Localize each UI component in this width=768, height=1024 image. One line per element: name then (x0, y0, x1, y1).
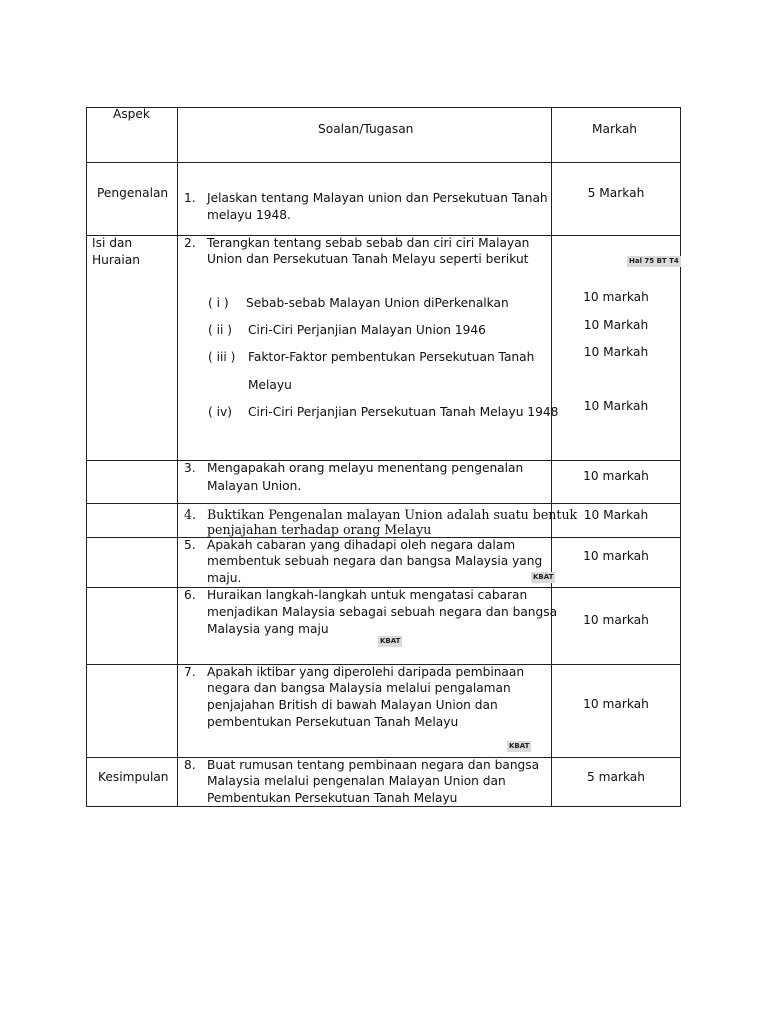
question-text: Malaysia yang maju (207, 622, 329, 636)
subitem-mark: 10 markah (583, 290, 649, 304)
subitem-text: Sebab-sebab Malayan Union diPerkenalkan (246, 296, 509, 310)
subitem-text: Melayu (248, 378, 292, 392)
question-mark: 10 Markah (583, 508, 649, 522)
question-mark: 10 markah (583, 613, 649, 627)
question-mark: 10 markah (583, 549, 649, 563)
question-text: Union dan Persekutuan Tanah Melayu seperti berikut (207, 252, 529, 266)
question-text: maju. (207, 571, 242, 585)
question-number: 1. (184, 191, 196, 205)
question-text: Pembentukan Persekutuan Tanah Melayu (207, 791, 458, 805)
question-text: Buktikan Pengenalan malayan Union adalah suatu bentuk (207, 507, 578, 522)
column-divider-aspek (177, 107, 178, 807)
question-text: Jelaskan tentang Malayan union dan Persekutuan Tanah (207, 191, 548, 205)
header-markah: Markah (592, 122, 638, 136)
subitem-label: ( iv) (208, 405, 232, 419)
question-number: 6. (184, 588, 196, 602)
question-text: membentuk sebuah negara dan bangsa Malaysia yang (207, 554, 543, 568)
subitem-mark: 10 Markah (583, 345, 649, 359)
question-number: 3. (184, 461, 196, 475)
question-number: 7. (184, 665, 196, 679)
question-number: 8. (184, 758, 196, 772)
subitem-mark: 10 Markah (583, 318, 649, 332)
subitem-label: ( iii ) (208, 350, 236, 364)
kbat-badge: KBAT (509, 742, 530, 750)
question-mark: 5 markah (586, 770, 645, 784)
question-text: negara dan bangsa Malaysia melalui pengalaman (207, 681, 511, 695)
question-text: Malayan Union. (207, 479, 302, 493)
row-divider (86, 162, 681, 163)
question-text: Buat rumusan tentang pembinaan negara dan bangsa (207, 758, 540, 772)
header-soalan: Soalan/Tugasan (318, 122, 414, 136)
question-text: Malaysia melalui pengenalan Malayan Union dan (207, 774, 506, 788)
question-number: 4. (184, 507, 197, 522)
section-pengenalan: Pengenalan (97, 186, 169, 200)
header-aspek: Aspek (113, 107, 150, 121)
question-text: Mengapakah orang melayu menentang pengenalan (207, 461, 524, 475)
section-kesimpulan: Kesimpulan (98, 770, 169, 784)
subitem-text: Faktor-Faktor pembentukan Persekutuan Tanah (248, 350, 535, 364)
subitem-label: ( ii ) (208, 323, 233, 337)
question-text: melayu 1948. (207, 208, 291, 222)
question-number: 5. (184, 538, 196, 552)
question-text: Apakah iktibar yang diperolehi daripada pembinaan (207, 665, 525, 679)
subitem-text: Ciri-Ciri Perjanjian Malayan Union 1946 (248, 323, 486, 337)
question-mark: 10 markah (583, 697, 649, 711)
section-isi-line2: Huraian (92, 253, 140, 267)
question-text: penjajahan British di bawah Malayan Union dan (207, 698, 498, 712)
question-text: Apakah cabaran yang dihadapi oleh negara dalam (207, 538, 516, 552)
question-text: Terangkan tentang sebab sebab dan ciri ciri Malayan (207, 236, 530, 250)
question-mark: 10 markah (583, 469, 649, 483)
question-text: pembentukan Persekutuan Tanah Melayu (207, 715, 459, 729)
page-reference-note: Hal 75 BT T4 (629, 257, 679, 265)
question-text: menjadikan Malaysia sebagai sebuah negara dan bangsa (207, 605, 558, 619)
question-number: 2. (184, 236, 196, 250)
table-border-top (86, 107, 681, 108)
section-isi-line1: Isi dan (92, 236, 133, 250)
subitem-mark: 10 Markah (583, 399, 649, 413)
question-text: Huraikan langkah-langkah untuk mengatasi cabaran (207, 588, 528, 602)
question-text: penjajahan terhadap orang Melayu (207, 522, 432, 537)
row-divider (86, 503, 681, 504)
kbat-badge: KBAT (380, 637, 401, 645)
question-mark: 5 Markah (587, 186, 645, 200)
table-border-left (86, 107, 87, 807)
subitem-text: Ciri-Ciri Perjanjian Persekutuan Tanah Melayu 1948 (248, 405, 559, 419)
subitem-label: ( i ) (208, 296, 229, 310)
table-border-right (680, 107, 681, 807)
kbat-badge: KBAT (533, 573, 554, 581)
